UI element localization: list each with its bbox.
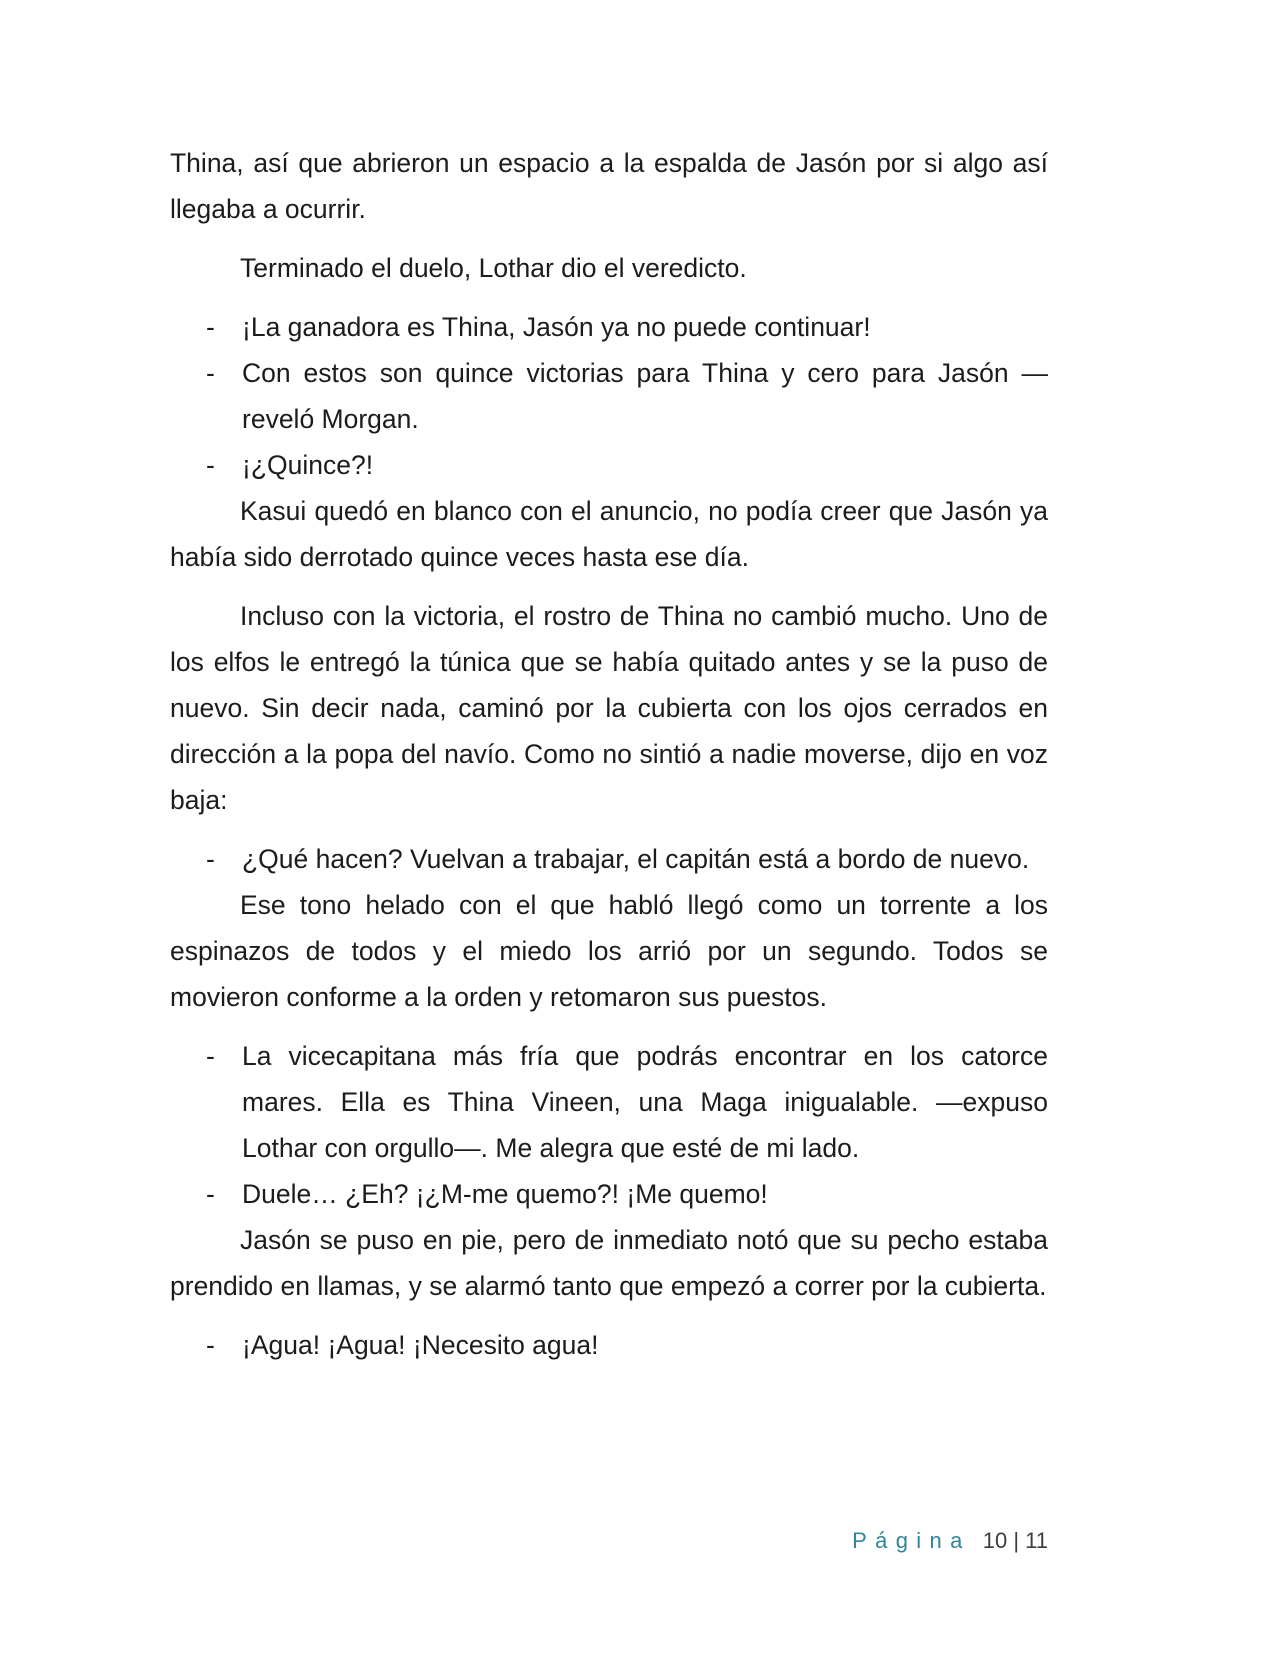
- dialogue-text: Duele… ¿Eh? ¡¿M-me quemo?! ¡Me quemo!: [242, 1179, 768, 1209]
- dialogue-item: [170, 836, 1048, 882]
- dialogue-item: [170, 1322, 1048, 1368]
- dialogue-dash: -: [206, 1041, 215, 1071]
- dialogue-text: ¡¿Quince?!: [242, 450, 374, 480]
- dialogue-item: [170, 442, 1048, 488]
- page-footer: [852, 1528, 1048, 1554]
- dialogue-dash: -: [206, 358, 215, 388]
- dialogue-text: La vicecapitana más fría que podrás encontrar en los catorce mares. Ella es Thina Vineen, una Maga inigualable. —expuso Lothar con orgullo—. Me alegra que esté de mi lado.: [242, 1041, 1048, 1163]
- paragraph: Thina, así que abrieron un espacio a la espalda de Jasón por si algo así llegaba a ocurrir.: [170, 148, 1048, 224]
- paragraph: Ese tono helado con el que habló llegó como un torrente a los espinazos de todos y el miedo los arrió por un segundo. Todos se movieron conforme a la orden y retomaron sus puestos.: [170, 890, 1048, 1012]
- dialogue-item: [170, 1171, 1048, 1217]
- dialogue-dash: -: [206, 1330, 215, 1360]
- page-footer-label: Página: [852, 1528, 971, 1553]
- dialogue-dash: -: [206, 450, 215, 480]
- dialogue-text: ¡Agua! ¡Agua! ¡Necesito agua!: [242, 1330, 599, 1360]
- paragraph: Jasón se puso en pie, pero de inmediato notó que su pecho estaba prendido en llamas, y se alarmó tanto que empezó a correr por la cubierta.: [170, 1225, 1048, 1301]
- dialogue-dash: -: [206, 312, 215, 342]
- page-number: 10 | 11: [982, 1528, 1048, 1553]
- dialogue-text: ¡La ganadora es Thina, Jasón ya no puede continuar!: [242, 312, 871, 342]
- dialogue-text: ¿Qué hacen? Vuelvan a trabajar, el capitán está a bordo de nuevo.: [242, 844, 1030, 874]
- dialogue-text: Con estos son quince victorias para Thina y cero para Jasón — reveló Morgan.: [242, 358, 1048, 434]
- dialogue-item: [170, 1033, 1048, 1171]
- dialogue-dash: -: [206, 1179, 215, 1209]
- dialogue-dash: -: [206, 844, 215, 874]
- page-body-text: [170, 140, 1048, 1368]
- paragraph: Terminado el duelo, Lothar dio el veredicto.: [240, 253, 747, 283]
- paragraph: Incluso con la victoria, el rostro de Thina no cambió mucho. Uno de los elfos le entregó la túnica que se había quitado antes y se la puso de nuevo. Sin decir nada, caminó por la cubierta con los ojos cerrados en dirección a la popa del navío. Como no sintió a nadie moverse, dijo en voz baja:: [170, 601, 1048, 815]
- dialogue-item: [170, 304, 1048, 350]
- paragraph: Kasui quedó en blanco con el anuncio, no podía creer que Jasón ya había sido derrotado quince veces hasta ese día.: [170, 496, 1048, 572]
- dialogue-item: [170, 350, 1048, 442]
